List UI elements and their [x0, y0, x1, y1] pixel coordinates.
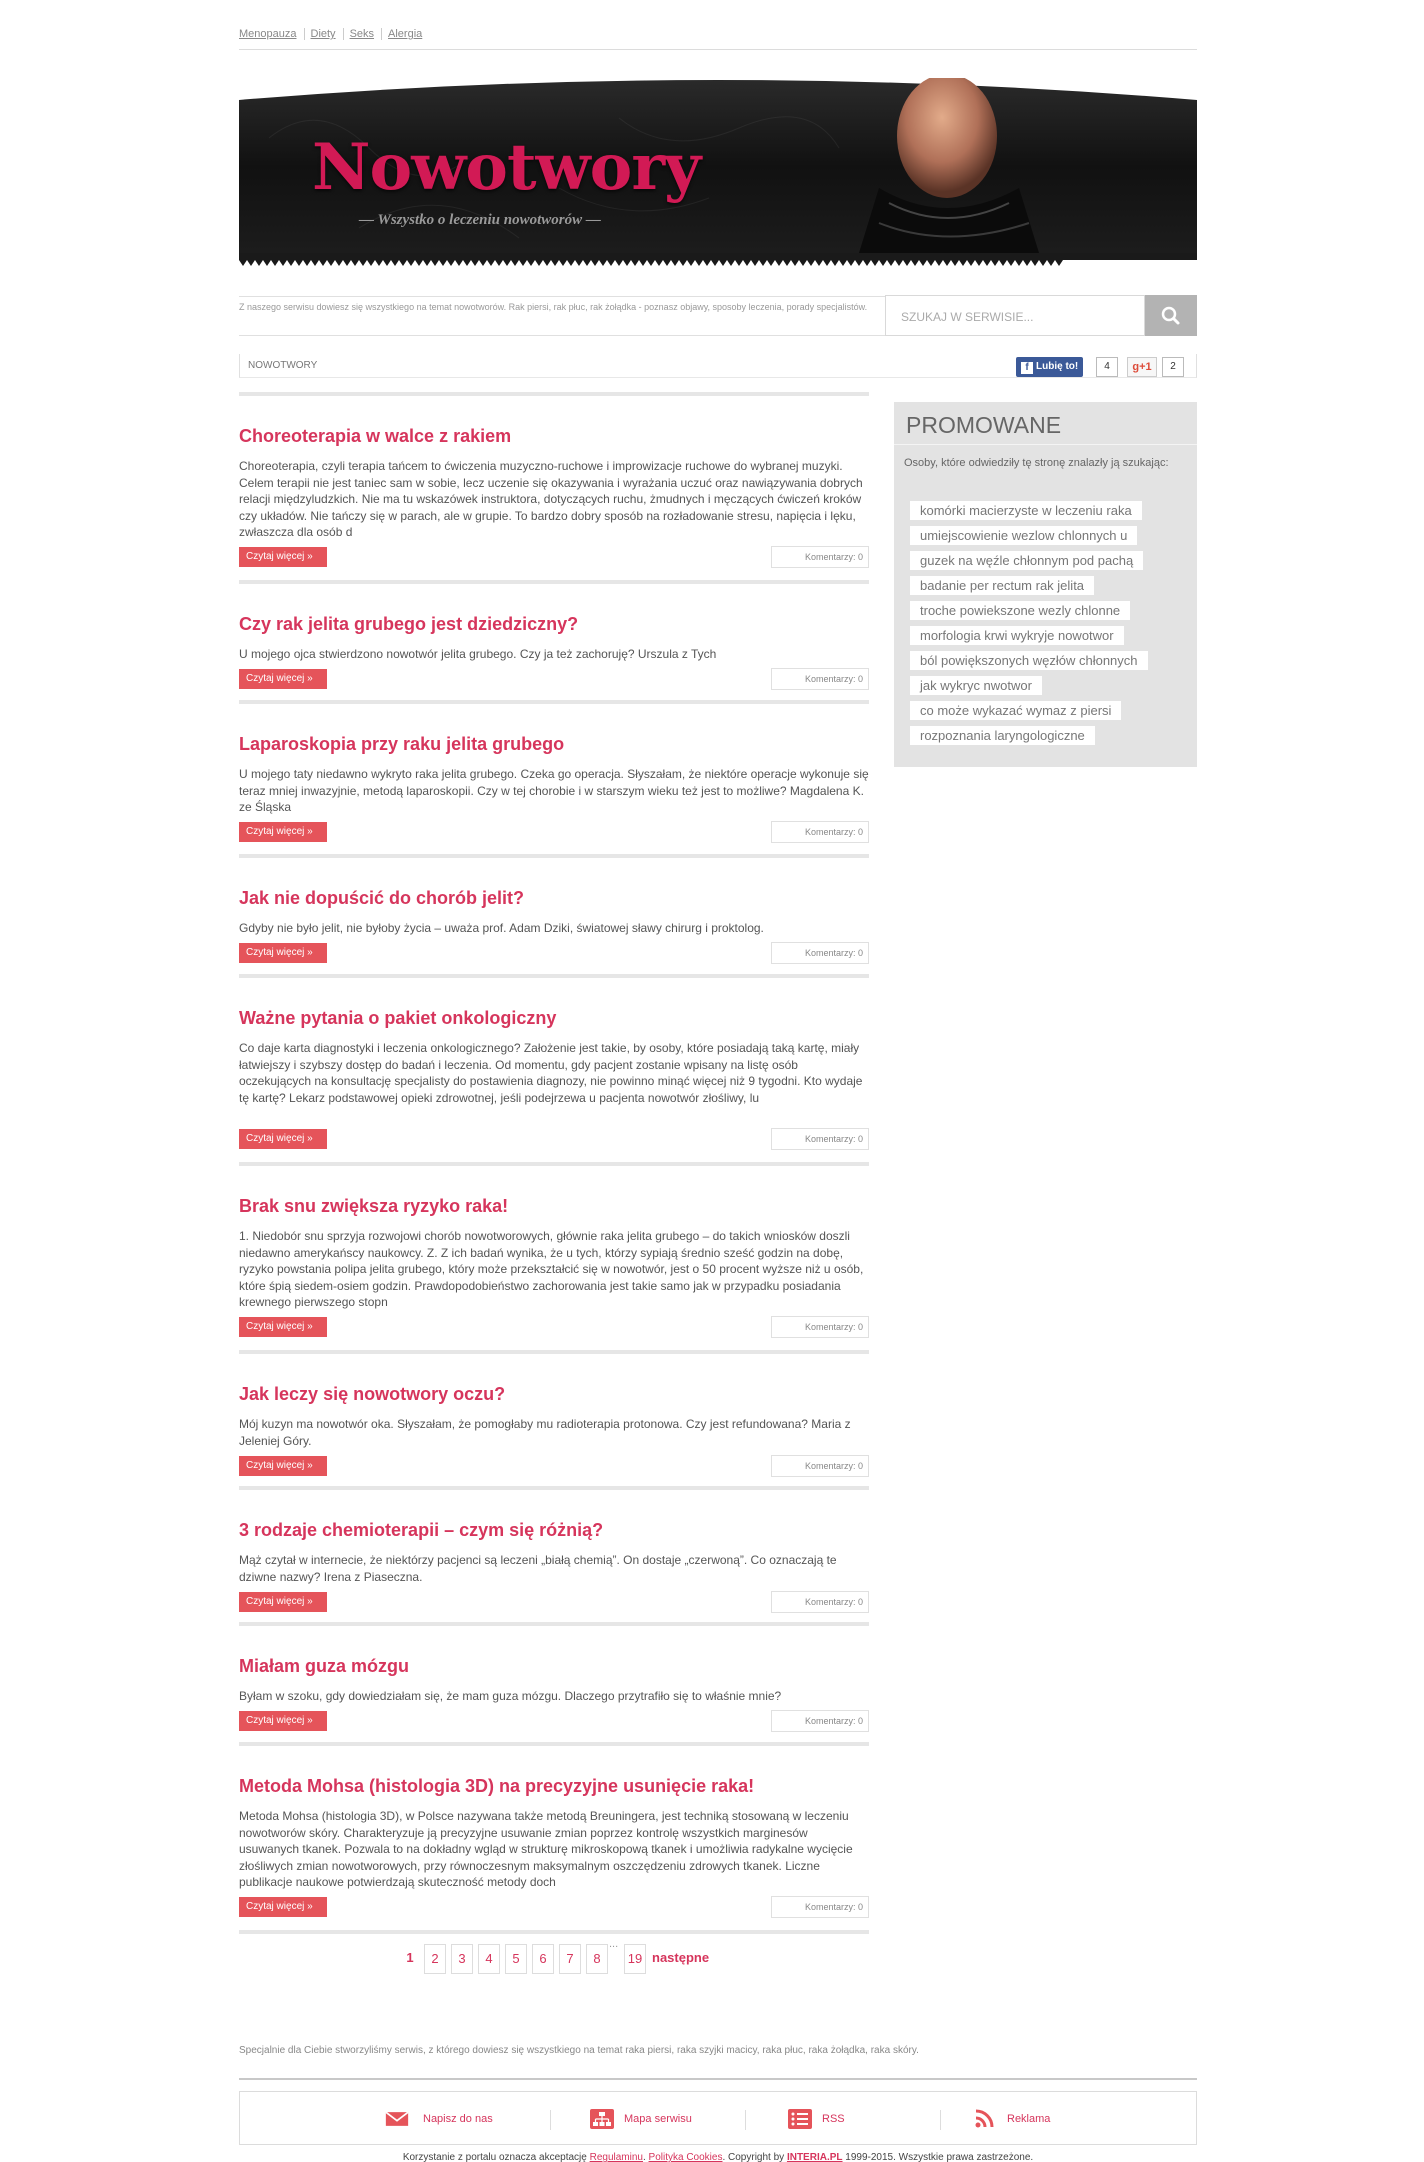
facebook-icon: f — [1021, 362, 1033, 374]
page-link-2[interactable]: 2 — [424, 1944, 446, 1974]
search-icon — [1145, 295, 1197, 336]
article-title[interactable]: 3 rodzaje chemioterapii – czym się różnią? — [239, 1520, 604, 1540]
copyright-years: 1999-2015. Wszystkie prawa zastrzeżone. — [845, 2152, 1034, 2162]
article-excerpt: 1. Niedobór snu sprzyja rozwojowi chorób nowotworowych, głównie raka jelita grubego – do takich wniosków doszli niedawno amerykańscy naukowcy. Z. Z ich badań wynika, że u tych, którzy sypiają średnio sześć godzin na dobę, ryzyko powstania polipa jelita grubego, który może przekształcić się w nowotwór, jest o 50 procent wyższe niż u osób, które śpią siedem-osiem godzin. Prawdopodobieństwo zachorowania jest takie samo jak w przypadku posiadania krewnego pierwszego stopn — [239, 1229, 864, 1309]
article-title[interactable]: Brak snu zwiększa ryzyko raka! — [239, 1196, 509, 1216]
page-link-4[interactable]: 4 — [478, 1944, 500, 1974]
promo-tag[interactable]: morfologia krwi wykryje nowotwor — [910, 626, 1124, 645]
brand-link[interactable]: INTERIA.PL — [786, 2152, 843, 2162]
article-title[interactable]: Metoda Mohsa (histologia 3D) na precyzyjne usunięcie raka! — [239, 1776, 755, 1796]
article-excerpt: Metoda Mohsa (histologia 3D), w Polsce nazywana także metodą Breuningera, jest techniką stosowaną w leczeniu nowotworów skóry. Charakteryzuje ją precyzyjne usuwanie zmian poprzez kontrolę wszystkich marginesów usuwanych tkanek. Pozwala to na dokładny wgląd w strukturę mikroskopową tkanek i umożliwia radykalne wycięcie złośliwych zmian nowotworowych, przy równoczesnym maksymalnym oszczędzeniu zdrowych tkanek. Liczne publikacje naukowe potwierdzają skuteczność metody doch — [239, 1809, 853, 1889]
article-item — [239, 580, 869, 700]
comments-count[interactable]: Komentarzy: 0 — [771, 1455, 869, 1477]
page-link-8[interactable]: 8 — [586, 1944, 608, 1974]
article-list-divider — [239, 1930, 869, 1934]
promoted-sidebar — [894, 402, 1197, 767]
footer-link-sitemap-label: Mapa serwisu — [624, 2113, 692, 2125]
footer-link-ads[interactable] — [973, 2092, 1168, 2146]
page-link-3[interactable]: 3 — [451, 1944, 473, 1974]
copyright-mid: . Copyright by — [722, 2152, 785, 2162]
pagination-ellipsis: ... — [609, 1938, 619, 1950]
footer-separator — [745, 2110, 746, 2130]
article-title[interactable]: Laparoskopia przy raku jelita grubego — [239, 734, 565, 754]
article-item — [239, 1350, 869, 1486]
breadcrumb-bar — [239, 354, 1197, 378]
article-excerpt: U mojego ojca stwierdzono nowotwór jelita grubego. Czy ja też zachoruję? Urszula z Tych — [239, 647, 717, 661]
article-title[interactable]: Jak leczy się nowotwory oczu? — [239, 1384, 506, 1404]
promo-tag[interactable]: umiejscowienie wezlow chlonnych u — [910, 526, 1137, 545]
article-excerpt: Gdyby nie było jelit, nie byłoby życia – uważa prof. Adam Dziki, światowej sławy chirurg i proktolog. — [239, 921, 764, 935]
site-logo[interactable]: Nowotwory — [312, 130, 701, 205]
next-page-link[interactable]: następne — [652, 1950, 710, 1965]
read-more-button[interactable]: Czytaj więcej » — [239, 1592, 327, 1612]
article-item — [239, 974, 869, 1162]
copyright-text: Korzystanie z portalu oznacza akceptację — [402, 2152, 587, 2162]
list-icon — [788, 2109, 812, 2129]
cookies-link[interactable]: Polityka Cookies — [648, 2152, 723, 2162]
article-item — [239, 1486, 869, 1622]
read-more-button[interactable]: Czytaj więcej » — [239, 547, 327, 567]
comments-count[interactable]: Komentarzy: 0 — [771, 821, 869, 843]
topnav-link-menopauza[interactable]: Menopauza — [239, 28, 305, 40]
promo-tag[interactable]: troche powiekszone wezly chlonne — [910, 601, 1130, 620]
article-list — [239, 392, 869, 1934]
promo-tag[interactable]: jak wykryc nwotwor — [910, 676, 1042, 695]
search-input[interactable]: SZUKAJ W SERWISIE... — [885, 295, 1145, 336]
page-link-1[interactable]: 1 — [406, 1950, 414, 1965]
article-title[interactable]: Jak nie dopuścić do chorób jelit? — [239, 888, 525, 908]
promo-title: PROMOWANE — [906, 412, 1062, 438]
comments-count[interactable]: Komentarzy: 0 — [771, 1710, 869, 1732]
article-excerpt: Co daje karta diagnostyki i leczenia onkologicznego? Założenie jest takie, by osoby, które posiadają taką kartę, miały łatwiejszy i szybszy dostęp do badań i leczenia. Od momentu, gdy pacjent zostanie wpisany na listę osób oczekujących na konsultację specjalisty do postawienia diagnozy, nie powinno minąć więcej niż 9 tygodni. Kto wydaje tę kartę? Lekarz podstawowej opieki zdrowotnej, jeśli podejrzewa u pacjenta nowotwór złośliwy, lu — [239, 1041, 863, 1105]
topnav-link-alergia[interactable]: Alergia — [388, 28, 423, 40]
copyright: Korzystanie z portalu oznacza akceptację Regulaminu. Polityka Cookies. Copyright by INTERIA.PL 1999-2015. Wszystkie prawa zastrzeżone. — [402, 2152, 1034, 2162]
facebook-like-button[interactable] — [1016, 357, 1083, 377]
article-item — [239, 700, 869, 854]
terms-link[interactable]: Regulaminu — [589, 2152, 643, 2162]
topnav-link-diety[interactable]: Diety — [311, 28, 344, 40]
article-item — [239, 1162, 869, 1350]
pagination — [239, 1938, 869, 1974]
page-link-7[interactable]: 7 — [559, 1944, 581, 1974]
footer-links — [239, 2091, 1197, 2145]
article-title[interactable]: Ważne pytania o pakiet onkologiczny — [239, 1008, 557, 1028]
read-more-button[interactable]: Czytaj więcej » — [239, 822, 327, 842]
article-excerpt: U mojego taty niedawno wykryto raka jelita grubego. Czeka go operacja. Słyszałam, że niektóre operacje wykonuje się teraz mniej inwazyjnie, metodą laparoskopii. Czy w tej chorobie i w starszym wieku też jest to możliwe? Magdalena K. ze Śląska — [239, 767, 869, 814]
page-link-19[interactable]: 19 — [624, 1944, 646, 1974]
article-title[interactable]: Choreoterapia w walce z rakiem — [239, 426, 512, 446]
article-excerpt: Mój kuzyn ma nowotwór oka. Słyszałam, że pomogłaby mu radioterapia protonowa. Czy jest refundowana? Maria z Jeleniej Góry. — [239, 1417, 851, 1448]
promo-divider — [894, 444, 1197, 445]
footer-description: Specjalnie dla Ciebie stworzyliśmy serwis, z którego dowiesz się wszystkiego na temat raka piersi, raka szyjki macicy, raka płuc, raka żołądka, raka skóry. — [239, 2045, 919, 2056]
breadcrumb[interactable]: NOWOTWORY — [248, 360, 318, 371]
promo-tag[interactable]: badanie per rectum rak jelita — [910, 576, 1094, 595]
header-banner — [239, 78, 1197, 270]
footer-divider — [239, 2078, 1197, 2080]
read-more-button[interactable]: Czytaj więcej » — [239, 1317, 327, 1337]
footer-separator — [550, 2110, 551, 2130]
read-more-button[interactable]: Czytaj więcej » — [239, 669, 327, 689]
site-tagline: — Wszystko o leczeniu nowotworów — — [359, 212, 601, 228]
promo-tag[interactable]: komórki macierzyste w leczeniu raka — [910, 501, 1142, 520]
promo-tag[interactable]: rozpoznania laryngologiczne — [910, 726, 1095, 745]
read-more-button[interactable]: Czytaj więcej » — [239, 1456, 327, 1476]
article-excerpt: Mąż czytał w internecie, że niektórzy pacjenci są leczeni „białą chemią”. On dostaje „czerwoną”. Co oznaczają te dziwne nazwy? Irena z Piaseczna. — [239, 1553, 837, 1584]
article-item — [239, 1742, 869, 1930]
footer-link-sitemap[interactable] — [590, 2092, 785, 2146]
article-item — [239, 392, 869, 580]
footer-link-rss-label: RSS — [822, 2113, 845, 2125]
footer-separator — [940, 2110, 941, 2130]
comments-count[interactable]: Komentarzy: 0 — [771, 1316, 869, 1338]
article-title[interactable]: Czy rak jelita grubego jest dziedziczny? — [239, 614, 579, 634]
page-link-5[interactable]: 5 — [505, 1944, 527, 1974]
google-plus-count: 2 — [1162, 357, 1184, 377]
facebook-like-label: Lubię to! — [1036, 361, 1079, 372]
comments-count[interactable]: Komentarzy: 0 — [771, 1591, 869, 1613]
promo-description: Osoby, które odwiedziły tę stronę znalazły ją szukając: — [904, 457, 1169, 469]
top-nav — [239, 28, 1197, 50]
article-excerpt: Byłam w szoku, gdy dowiedziałam się, że mam guza mózgu. Dlaczego przytrafiło się to właśnie mnie? — [239, 1689, 782, 1703]
footer-link-rss[interactable] — [788, 2092, 983, 2146]
comments-count[interactable]: Komentarzy: 0 — [771, 1128, 869, 1150]
comments-count[interactable]: Komentarzy: 0 — [771, 1896, 869, 1918]
article-item — [239, 1622, 869, 1742]
rss-icon — [973, 2109, 997, 2129]
read-more-button[interactable]: Czytaj więcej » — [239, 1711, 327, 1731]
footer-link-contact-label: Napisz do nas — [423, 2113, 493, 2125]
facebook-like-count: 4 — [1096, 357, 1118, 377]
promo-tag[interactable]: co może wykazać wymaz z piersi — [910, 701, 1121, 720]
read-more-button[interactable]: Czytaj więcej » — [239, 1897, 327, 1917]
read-more-button[interactable]: Czytaj więcej » — [239, 1129, 327, 1149]
topnav-link-seks[interactable]: Seks — [350, 28, 382, 40]
comments-count[interactable]: Komentarzy: 0 — [771, 942, 869, 964]
promo-tag[interactable]: ból powiększonych węzłów chłonnych — [910, 651, 1148, 670]
sitemap-icon — [590, 2109, 614, 2129]
read-more-button[interactable]: Czytaj więcej » — [239, 943, 327, 963]
google-plus-button[interactable]: g+1 — [1127, 357, 1157, 377]
article-title[interactable]: Miałam guza mózgu — [239, 1656, 410, 1676]
footer-link-ads-label: Reklama — [1007, 2113, 1051, 2125]
promo-tag[interactable]: guzek na węźle chłonnym pod pachą — [910, 551, 1143, 570]
article-excerpt: Choreoterapia, czyli terapia tańcem to ćwiczenia muzyczno-ruchowe i improwizacje ruchowe do wybranej muzyki. Celem terapii nie jest taniec sam w sobie, lecz uczenie się okazywania i wyrażania uczuć oraz nawiązywania dobrych relacji międzyludzkich. Nie ma tu wskazówek instruktora, dotyczących ruchu, żmudnych i męczących ćwiczeń kroków czy układów. Nie tańczy się w parach, ale w grupie. To bardzo dobry sposób na rozładowanie stresu, napięcia i lęku, zwłaszcza dla osób d — [239, 459, 863, 539]
site-intro: Z naszego serwisu dowiesz się wszystkiego na temat nowotworów. Rak piersi, rak płuc, rak żołądka - poznasz objawy, sposoby leczenia, porady specjalistów. — [239, 296, 885, 336]
comments-count[interactable]: Komentarzy: 0 — [771, 546, 869, 568]
page-link-6[interactable]: 6 — [532, 1944, 554, 1974]
mail-icon — [385, 2109, 409, 2129]
comments-count[interactable]: Komentarzy: 0 — [771, 668, 869, 690]
search-button[interactable] — [1145, 295, 1197, 336]
article-item — [239, 854, 869, 974]
